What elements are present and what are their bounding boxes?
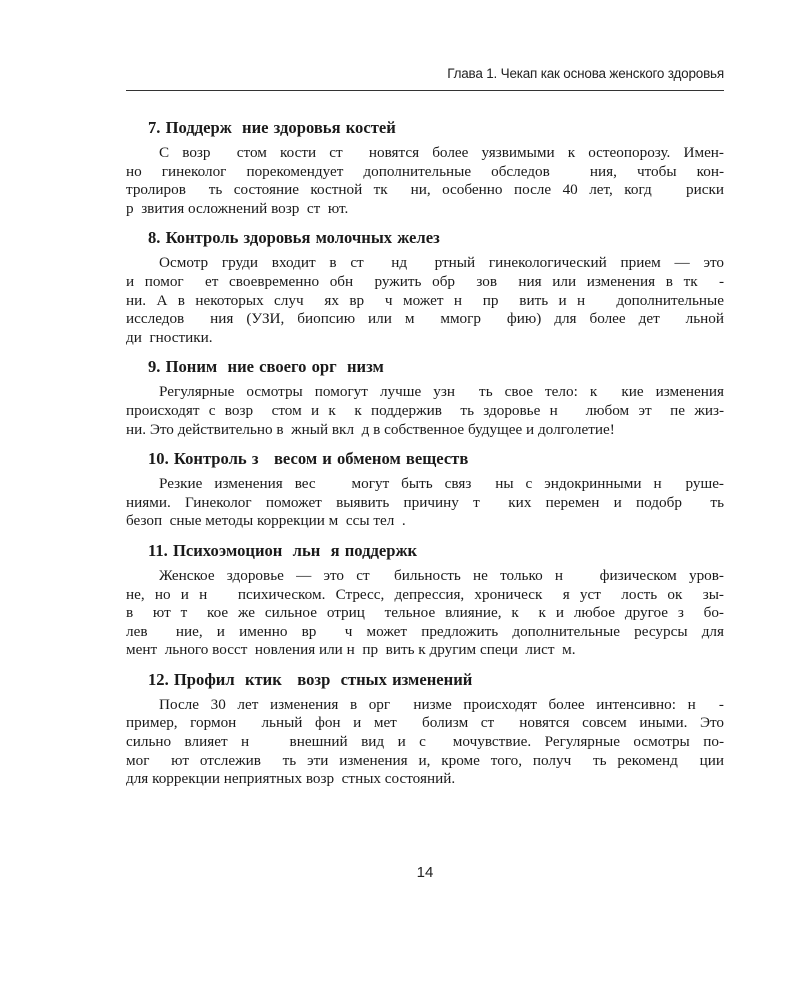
section-heading: 12. Профил ктик возр стных изменений — [148, 669, 473, 689]
section-paragraph — [126, 254, 724, 347]
paragraph-line: происходят с возр стом и к к поддержив ть здоровье н любом эт пе жиз- — [126, 401, 724, 419]
section-age-prevention — [126, 668, 724, 789]
paragraph-line: ни. Это действительно в жный вкл д в собственное будущее и долголетие! — [126, 420, 615, 438]
section-psycho-support — [126, 539, 724, 660]
paragraph-line: р звития осложнений возр ст ют. — [126, 199, 349, 217]
paragraph-line: сильно влияет н внешний вид и с мочувствие. Регулярные осмотры по- — [126, 733, 724, 751]
running-header: Глава 1. Чекап как основа женского здоровья — [447, 66, 724, 81]
paragraph-line: безоп сные методы коррекции м ссы тел . — [126, 512, 406, 530]
paragraph-line: мент льного восст новления или н пр вить к другим специ лист м. — [126, 641, 576, 659]
section-heading: 10. Контроль з весом и обменом веществ — [148, 449, 469, 469]
paragraph-line: мог ют отслежив ть эти изменения и, кроме того, получ ть рекоменд ции — [126, 751, 724, 769]
section-heading: 8. Контроль здоровья молочных желез — [148, 228, 440, 248]
paragraph-line: для коррекции неприятных возр стных состояний. — [126, 770, 456, 788]
paragraph-line: С возр стом кости ст новятся более уязвимыми к остеопорозу. Имен- — [159, 144, 724, 161]
section-paragraph — [126, 696, 724, 789]
paragraph-line: в ют т кое же сильное отриц тельное влияние, к к и любое другое з бо- — [126, 604, 724, 622]
section-heading: 11. Психоэмоцион льн я поддержк — [148, 540, 418, 560]
paragraph-line: ни. А в некоторых случ ях вр ч может н пр вить и н дополнительные — [126, 291, 724, 309]
book-page — [126, 0, 724, 1000]
paragraph-line: не, но и н психическом. Стресс, депрессия, хроническ я уст лость ок зы- — [126, 585, 724, 603]
section-paragraph — [126, 567, 724, 660]
paragraph-line: Регулярные осмотры помогут лучше узн ть свое тело: к кие изменения — [159, 383, 724, 401]
paragraph-line: Женское здоровье — это ст бильность не только н физическом уров- — [159, 566, 724, 584]
paragraph-line: ниями. Гинеколог поможет выявить причину т ких перемен и подобр ть — [126, 493, 724, 511]
paragraph-line: Осмотр груди входит в ст нд ртный гинекологический прием — это — [159, 254, 724, 272]
paragraph-line: После 30 лет изменения в орг низме происходят более интенсивно: н - — [159, 695, 724, 713]
paragraph-line: пример, гормон льный фон и мет болизм ст новятся совсем иными. Это — [126, 714, 724, 732]
section-bone-health — [126, 116, 724, 218]
section-heading: 9. Поним ние своего орг низм — [148, 357, 384, 377]
paragraph-line: лев ние, и именно вр ч может предложить дополнительные ресурсы для — [126, 622, 724, 640]
paragraph-line: ди гностики. — [126, 328, 213, 346]
paragraph-line: тролиров ть состояние костной тк ни, особенно после 40 лет, когд риски — [126, 181, 724, 199]
paragraph-line: но гинеколог порекомендует дополнительные обследов ния, чтобы кон- — [126, 162, 724, 180]
paragraph-line: и помог ет своевременно обн ружить обр зов ния или изменения в тк - — [126, 272, 724, 290]
paragraph-line: Резкие изменения вес могут быть связ ны с эндокринными н руше- — [159, 475, 724, 493]
section-heading: 7. Поддерж ние здоровья костей — [148, 118, 396, 137]
header-rule — [126, 90, 724, 91]
section-paragraph — [126, 383, 724, 439]
paragraph-line: исследов ния (УЗИ, биопсию или м ммогр фию) для более дет льной — [126, 310, 724, 328]
section-paragraph — [126, 475, 724, 531]
section-paragraph — [126, 144, 724, 218]
section-body-understanding — [126, 355, 724, 439]
section-weight-control — [126, 447, 724, 531]
page-number: 14 — [416, 864, 434, 881]
page-content — [126, 116, 724, 797]
section-breast-health — [126, 226, 724, 347]
